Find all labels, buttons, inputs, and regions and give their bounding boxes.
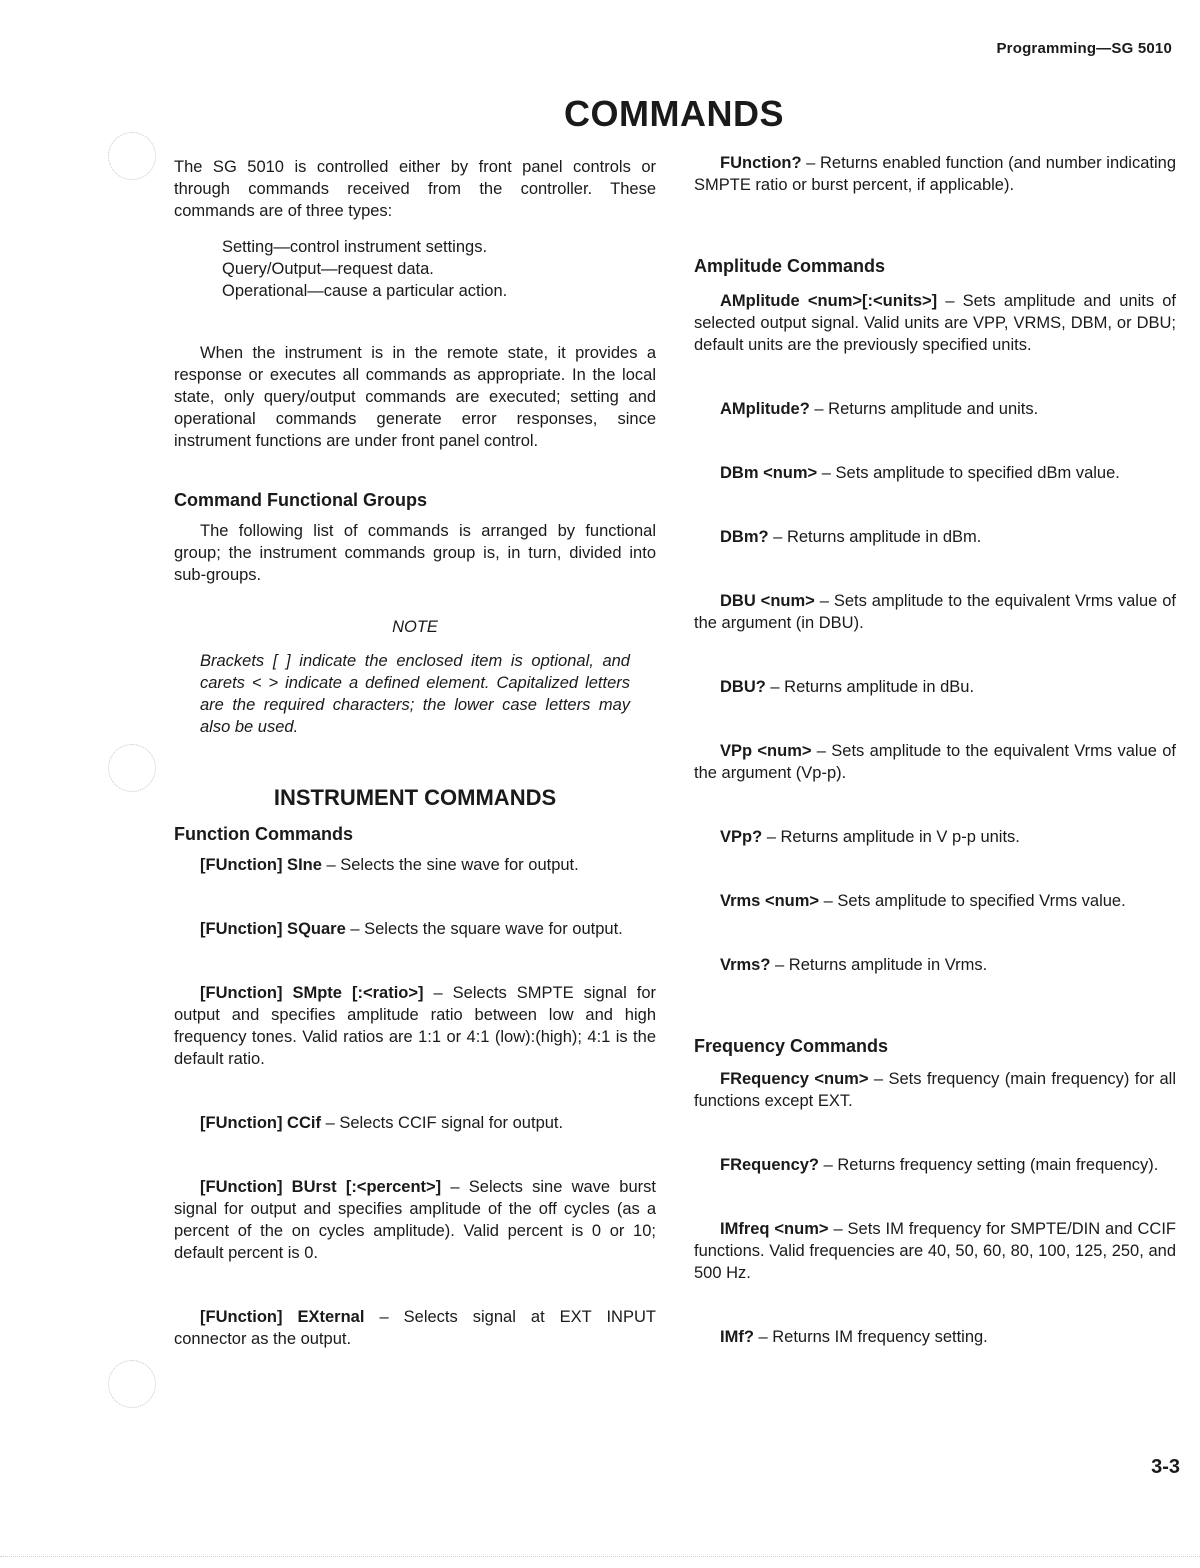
command-name: Vrms? bbox=[720, 956, 771, 974]
command-name: DBU <num> bbox=[720, 592, 815, 610]
note-title: NOTE bbox=[392, 618, 438, 636]
command-entry bbox=[694, 462, 1176, 484]
command-entry bbox=[694, 740, 1176, 784]
note-body: Brackets [ ] indicate the enclosed item is optional, and carets < > indicate a defined element. Capitalized letters are the required characters; the lower case letters may also be used. bbox=[200, 652, 630, 736]
command-description: – Returns frequency setting (main frequency). bbox=[819, 1156, 1159, 1174]
command-name: VPp? bbox=[720, 828, 763, 846]
command-entry bbox=[694, 676, 1176, 698]
command-name: [FUnction] CCif bbox=[200, 1114, 321, 1132]
command-description: – Selects CCIF signal for output. bbox=[320, 1114, 564, 1132]
command-type-item: Setting—control instrument settings. bbox=[222, 238, 488, 256]
command-description: – Sets amplitude to specified Vrms value. bbox=[819, 892, 1126, 910]
remote-state-paragraph: When the instrument is in the remote state, it provides a response or executes all commands as appropriate. In the local state, only query/output commands are executed; setting and operational commands generate error responses, since instrument functions are under front panel control. bbox=[174, 344, 656, 450]
command-name: FRequency <num> bbox=[720, 1070, 869, 1088]
command-description: – Sets amplitude to the equivalent Vrms value of the argument (Vp-p). bbox=[694, 742, 1176, 782]
command-entry bbox=[694, 1218, 1176, 1284]
command-entry bbox=[694, 954, 1176, 976]
command-name: AMplitude? bbox=[720, 400, 810, 418]
command-description: – Selects the square wave for output. bbox=[345, 920, 623, 938]
command-description: – Returns amplitude in dBu. bbox=[765, 678, 975, 696]
punch-hole-top bbox=[108, 132, 156, 180]
page-edge bbox=[0, 1556, 1200, 1557]
command-description: – Returns amplitude in dBm. bbox=[768, 528, 982, 546]
command-name: [FUnction] EXternal bbox=[200, 1308, 365, 1326]
groups-paragraph: The following list of commands is arranged by functional group; the instrument commands group is, in turn, divided into sub-groups. bbox=[174, 522, 656, 584]
right-column bbox=[694, 150, 1176, 1348]
command-entry bbox=[174, 1306, 656, 1350]
command-entry bbox=[694, 526, 1176, 548]
command-name: DBU? bbox=[720, 678, 766, 696]
command-name: Vrms <num> bbox=[720, 892, 820, 910]
command-entry bbox=[174, 854, 656, 876]
command-name: DBm <num> bbox=[720, 464, 818, 482]
instrument-commands-heading: INSTRUMENT COMMANDS bbox=[273, 785, 557, 810]
command-entry bbox=[174, 1112, 656, 1134]
command-name: IMf? bbox=[720, 1328, 754, 1346]
command-types-list bbox=[222, 236, 656, 302]
command-name: [FUnction] SMpte [:<ratio>] bbox=[200, 984, 424, 1002]
command-type-item: Operational—cause a particular action. bbox=[222, 282, 508, 300]
command-description: – Selects signal at EXT INPUT connector as the output. bbox=[174, 1308, 656, 1348]
command-name: [FUnction] SQuare bbox=[200, 920, 346, 938]
command-description: – Selects SMPTE signal for output and specifies amplitude ratio between low and high frequency tones. Valid ratios are 1:1 or 4:1 (low):(high); 4:1 is the default ratio. bbox=[174, 984, 656, 1068]
groups-heading: Command Functional Groups bbox=[174, 490, 428, 510]
command-description: – Sets amplitude to specified dBm value. bbox=[817, 464, 1120, 482]
command-name: IMfreq <num> bbox=[720, 1220, 829, 1238]
command-description: – Selects the sine wave for output. bbox=[321, 856, 579, 874]
command-entry bbox=[694, 152, 1176, 196]
punch-hole-bottom bbox=[108, 1360, 156, 1408]
left-column bbox=[174, 150, 656, 1350]
frequency-commands-heading: Frequency Commands bbox=[694, 1036, 889, 1056]
command-entry bbox=[694, 826, 1176, 848]
page-number: 3-3 bbox=[1151, 1456, 1180, 1478]
command-name: AMplitude <num>[:<units>] bbox=[720, 292, 938, 310]
command-name: FRequency? bbox=[720, 1156, 820, 1174]
amplitude-commands-heading: Amplitude Commands bbox=[694, 256, 886, 276]
command-entry bbox=[694, 590, 1176, 634]
command-name: VPp <num> bbox=[720, 742, 812, 760]
command-description: – Returns amplitude in Vrms. bbox=[770, 956, 988, 974]
command-description: – Sets frequency (main frequency) for all functions except EXT. bbox=[694, 1070, 1176, 1110]
command-description: – Returns enabled function (and number indicating SMPTE ratio or burst percent, if applicable). bbox=[694, 154, 1176, 194]
command-name: FUnction? bbox=[720, 154, 802, 172]
command-description: – Selects sine wave burst signal for output and specifies amplitude of the off cycles (as a percent of the on cycles amplitude). Valid percent is 0 or 10; default percent is 0. bbox=[174, 1178, 656, 1262]
running-title: Programming—SG 5010 bbox=[996, 40, 1172, 57]
page-title: COMMANDS bbox=[564, 93, 784, 134]
command-entry bbox=[694, 1154, 1176, 1176]
command-name: [FUnction] BUrst [:<percent>] bbox=[200, 1178, 442, 1196]
command-entry bbox=[694, 1326, 1176, 1348]
command-entry bbox=[174, 1176, 656, 1264]
intro-paragraph: The SG 5010 is controlled either by front panel controls or through commands received from the controller. These commands are of three types: bbox=[174, 158, 656, 220]
command-entry bbox=[694, 290, 1176, 356]
command-description: – Returns IM frequency setting. bbox=[753, 1328, 988, 1346]
function-commands-heading: Function Commands bbox=[174, 824, 353, 844]
command-description: – Returns amplitude in V p-p units. bbox=[762, 828, 1020, 846]
command-entry bbox=[694, 890, 1176, 912]
command-description: – Sets IM frequency for SMPTE/DIN and CCIF functions. Valid frequencies are 40, 50, 60, 80, 100, 125, 250, and 500 Hz. bbox=[694, 1220, 1177, 1282]
command-entry bbox=[174, 918, 656, 940]
command-description: – Sets amplitude to the equivalent Vrms value of the argument (in DBU). bbox=[694, 592, 1176, 632]
command-name: DBm? bbox=[720, 528, 769, 546]
command-name: [FUnction] SIne bbox=[200, 856, 322, 874]
command-entry bbox=[174, 982, 656, 1070]
command-entry bbox=[694, 1068, 1176, 1112]
command-entry bbox=[694, 398, 1176, 420]
command-type-item: Query/Output—request data. bbox=[222, 260, 434, 278]
command-description: – Returns amplitude and units. bbox=[809, 400, 1039, 418]
command-description: – Sets amplitude and units of selected output signal. Valid units are VPP, VRMS, DBM, or DBU; default units are the previously specified units. bbox=[694, 292, 1176, 354]
punch-hole-middle bbox=[108, 744, 156, 792]
